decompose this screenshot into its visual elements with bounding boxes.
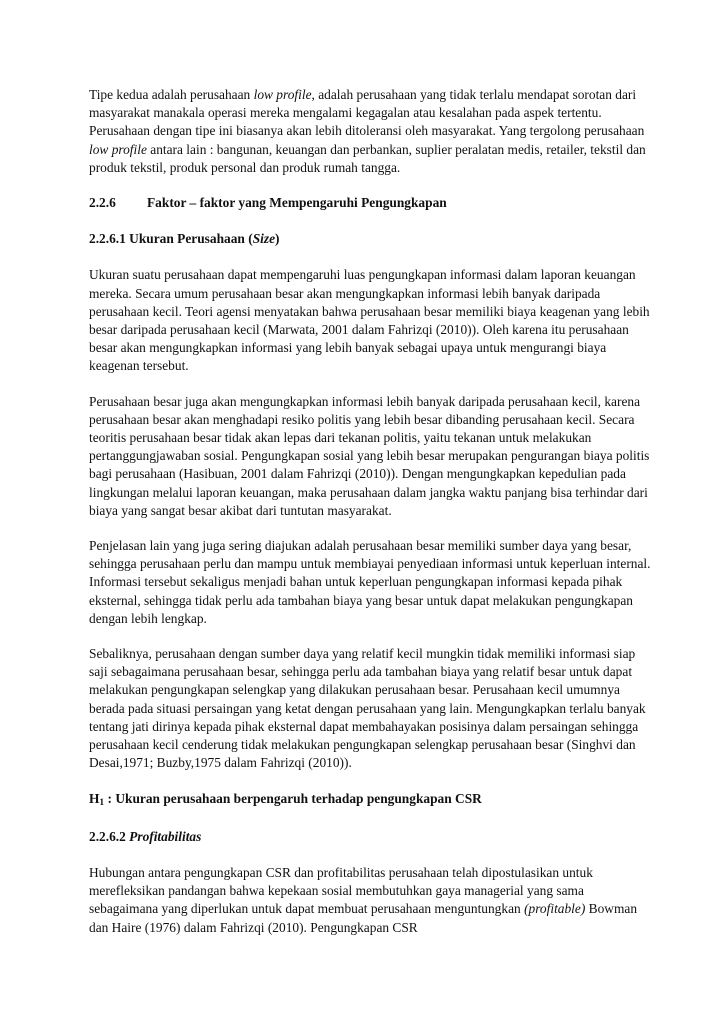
hypothesis-text: : Ukuran perusahaan berpengaruh terhadap pengungkapan CSR (104, 790, 482, 806)
section-number: 2.2.6 (89, 195, 116, 211)
section-title: Faktor – faktor yang Mempengaruhi Pengungkapan (147, 195, 447, 211)
profitability-paragraph (89, 864, 651, 937)
body-paragraph: Sebaliknya, perusahaan dengan sumber daya yang relatif kecil mungkin tidak memiliki informasi siap saji sebagaimana perusahaan besar, sehingga perlu ada tambahan biaya yang relatif besar untuk dapat melakukan pengungkapan selengkap yang dilakukan perusahaan besar. Perusahaan kecil umumnya berada pada situasi persaingan yang ketat dengan perusahaan yang lain. Mengungkapkan terlalu banyak tentang jati dirinya kepada pihak eksternal dapat membahayakan posisinya dalam persaingan sehingga perusahaan kecil cenderung tidak melakukan pengungkapan selengkap perusahaan besar (Singhvi dan Desai,1971; Buzby,1975 dalam Fahrizqi (2010)). (89, 646, 646, 771)
section-heading-2262 (89, 828, 651, 846)
profitability-text-a: Hubungan antara pengungkapan CSR dan profitabilitas perusahaan telah dipostulasikan untuk merefleksikan pandangan bahwa kepekaan sosial membutuhkan gaya managerial yang sama sebagaimana yang diperlukan untuk dapat membuat perusahaan menguntungkan (89, 864, 593, 917)
intro-text-b: , adalah perusahaan yang tidak terlalu mendapat sorotan dari masyarakat manakala operasi mereka mengalami kegagalan atau kesalahan pada aspek tertentu. Perusahaan dengan tipe ini biasanya akan lebih ditoleransi oleh masyarakat. Yang tergolong perusahaan (89, 87, 645, 139)
section-heading-2261 (89, 230, 651, 248)
profitability-emphasis: (profitable) (524, 901, 586, 917)
body-paragraph: Perusahaan besar juga akan mengungkapkan informasi lebih banyak daripada perusahaan kecil, karena perusahaan besar akan menghadapi resiko politis yang lebih besar dibanding perusahaan kecil. Secara teoritis perusahaan besar tidak akan lepas dari tekanan politis, yaitu tekanan untuk melakukan pertanggungjawaban sosial. Pengungkapan sosial yang lebih besar merupakan pengurangan biaya politis bagi perusahaan (Hasibuan, 2001 dalam Fahrizqi (2010)). Dengan mengungkapkan kepedulian pada lingkungan melalui laporan keuangan, maka perusahaan dalam jangka waktu panjang bisa terhindar dari biaya yang sangat besar akibat dari tuntutan masyarakat. (89, 393, 650, 518)
profitability-text-b: Bowman dan Haire (1976) dalam Fahrizqi (2010). Pengungkapan CSR (89, 901, 638, 935)
hypothesis-h: H (89, 790, 100, 806)
intro-text-c: antara lain : bangunan, keuangan dan perbankan, suplier peralatan medis, retailer, tekstil dan produk tekstil, produk personal dan produk rumah tangga. (89, 141, 646, 175)
subsection-title-emphasis: Profitabilitas (129, 828, 202, 844)
body-paragraph: Penjelasan lain yang juga sering diajukan adalah perusahaan besar memiliki sumber daya yang besar, sehingga perusahaan perlu dan mampu untuk membiayai penyediaan informasi untuk keperluan internal. Informasi tersebut sekaligus menjadi bahan untuk keperluan pengungkapan informasi kepada pihak eksternal, sehingga tidak perlu ada tambahan biaya yang besar untuk dapat melakukan pengungkapan dengan lebih lengkap. (89, 538, 651, 626)
section-heading-226 (89, 194, 651, 212)
hypothesis-subscript: 1 (99, 797, 105, 808)
intro-paragraph (89, 86, 651, 177)
subsection-number: 2.2.6.2 (89, 828, 130, 844)
intro-emphasis-a: low profile (253, 87, 312, 102)
subsection-title-emphasis: Size (252, 231, 276, 247)
intro-text-a: Tipe kedua adalah perusahaan (89, 87, 254, 102)
hypothesis-heading (89, 790, 651, 810)
subsection-title-end: ) (275, 231, 280, 247)
document-page (89, 86, 651, 954)
intro-emphasis-b: low profile (89, 141, 147, 157)
subsection-title: 2.2.6.1 Ukuran Perusahaan ( (89, 231, 253, 247)
body-paragraph: Ukuran suatu perusahaan dapat mempengaruhi luas pengungkapan informasi dalam laporan keuangan mereka. Secara umum perusahaan besar akan mengungkapkan informasi lebih banyak daripada perusahaan kecil. Teori agensi menyatakan bahwa perusahaan besar memiliki biaya keagenan yang lebih besar daripada perusahaan kecil (Marwata, 2001 dalam Fahrizqi (2010)). Oleh karena itu perusahaan besar akan mengungkapkan informasi yang lebih banyak sebagai upaya untuk mengurangi biaya keagenan tersebut. (89, 267, 650, 374)
